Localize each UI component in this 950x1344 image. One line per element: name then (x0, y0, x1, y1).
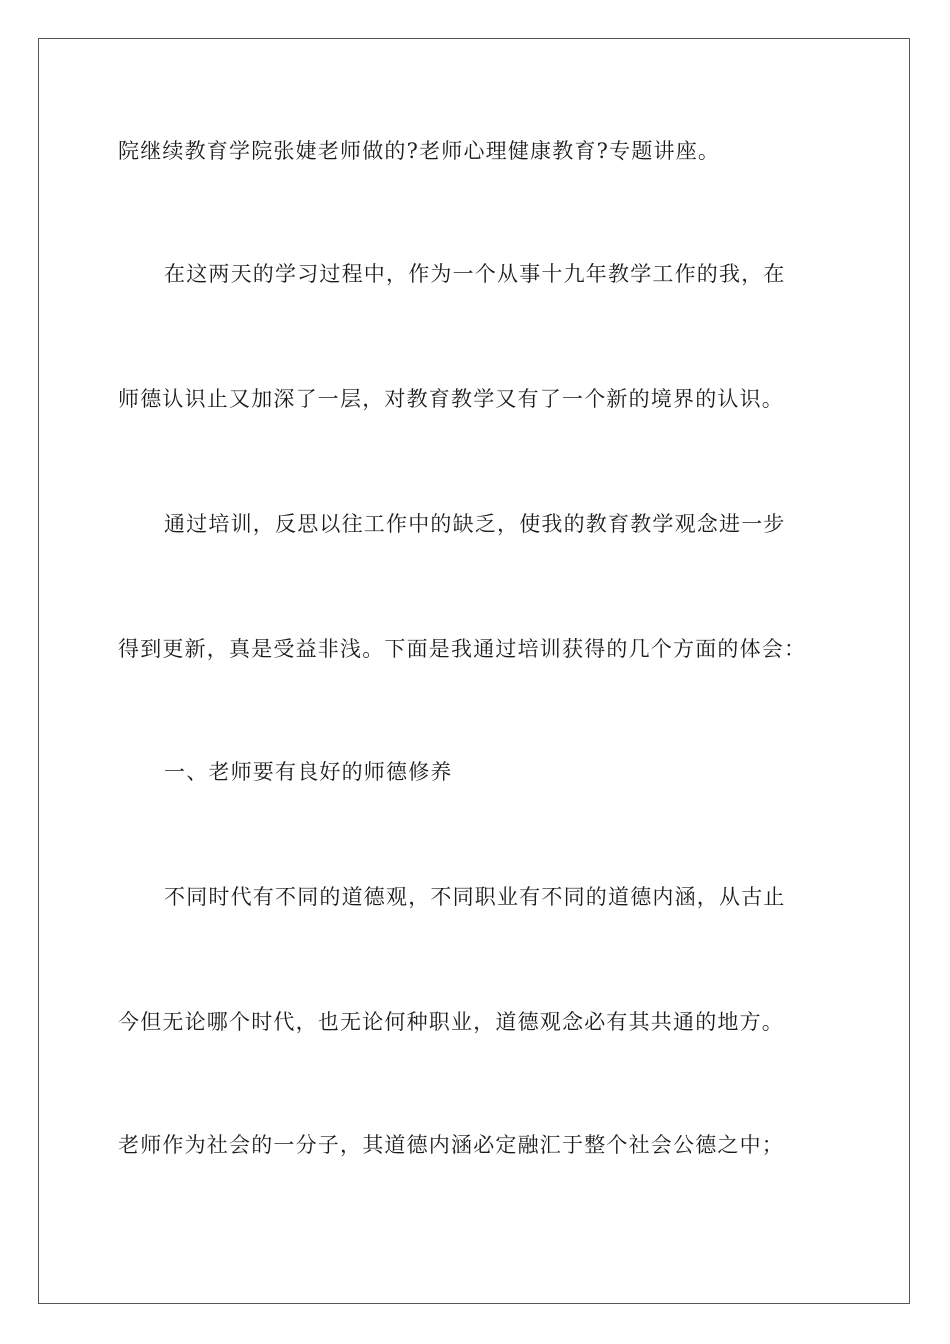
text-line-5: 得到更新，真是受益非浅。下面是我通过培训获得的几个方面的体会： (118, 637, 807, 661)
text-line-8: 今但无论哪个时代，也无论何种职业，道德观念必有其共通的地方。 (118, 1010, 784, 1034)
text-line-7: 不同时代有不同的道德观，不同职业有不同的道德内涵，从古止 (164, 885, 786, 909)
text-line-2: 在这两天的学习过程中，作为一个从事十九年教学工作的我，在 (164, 262, 786, 286)
page-border (38, 38, 910, 1304)
section-heading: 一、老师要有良好的师德修养 (164, 760, 453, 784)
text-line-9: 老师作为社会的一分子，其道德内涵必定融汇于整个社会公德之中； (118, 1133, 784, 1157)
text-line-3: 师德认识止又加深了一层，对教育教学又有了一个新的境界的认识。 (118, 387, 784, 411)
text-line-1: 院继续教育学院张婕老师做的?老师心理健康教育?专题讲座。 (118, 139, 721, 163)
text-line-4: 通过培训，反思以往工作中的缺乏，使我的教育教学观念进一步 (164, 512, 786, 536)
